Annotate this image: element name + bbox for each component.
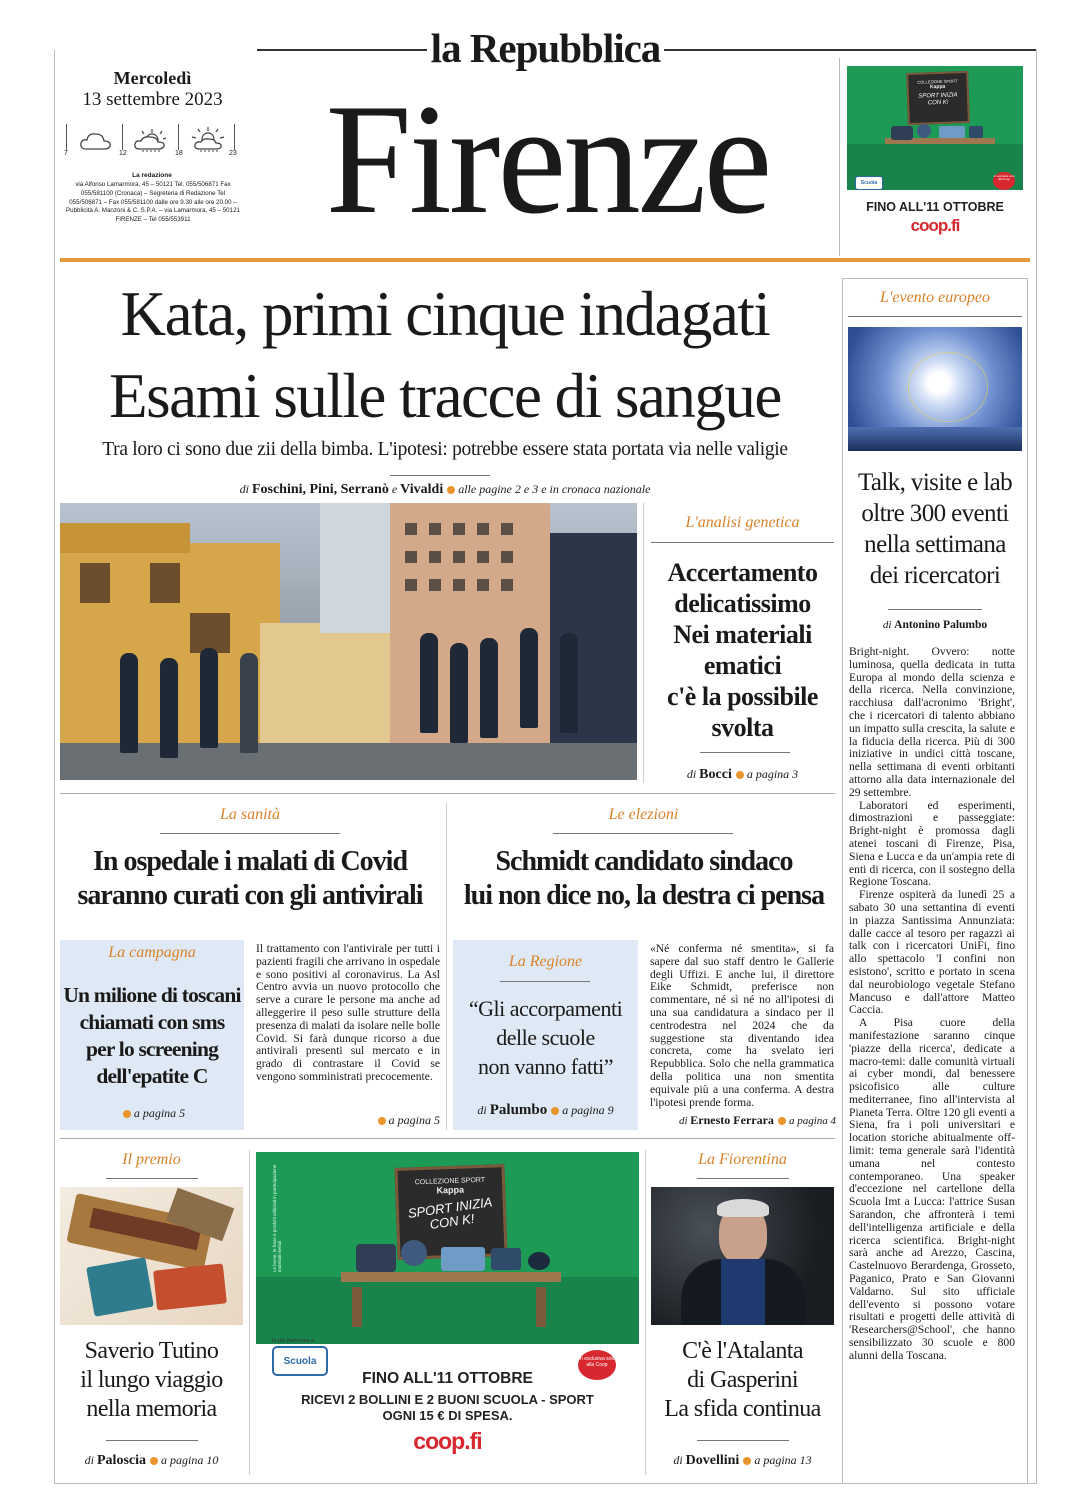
- cloud-icon: [78, 130, 114, 152]
- analisi-line: c'è la possibile: [667, 682, 818, 711]
- evento-paragraph: A Pisa cuore della manifestazione saranno cinque 'piazze della ricerca', dedicate a macro-temi: dalle comunità virtuali ai cyber mondi, dal benessere psicofisico alle culture mediterranee, fino all'intervista al Pianeta Terra. Oltre 120 gli eventi a Siena, fra i poli universitari e location storiche abitualmente off-limit: tema generale sarà l'identità umana nel contesto contemporaneo. Una speaker d'eccezione nel cartellone della Scuola Imt a Lucca: l'attrice Susan Sarandon, che affronterà i temi dell'intelligenza artificiale e della ricerca scientifica. Bright-night sarà anche ad Arezzo, Cascina, Castelnuovo Berardenga, Grosseto, Paganico, Prato e San Giovanni Valdarno. Sul sito ufficiale dell'evento si possono votare risultati e progetti delle attività di 'Researchers@School', che hanno sensibilizzato 30 scuole e 800 alunni della Toscana.: [849, 1016, 1015, 1362]
- bottom-ad-brand: coop.fi: [413, 1428, 482, 1454]
- weather-strip: [62, 122, 246, 162]
- analisi-kicker: L'analisi genetica: [685, 514, 800, 531]
- mid-col-divider: [446, 803, 447, 1130]
- byline-di: di: [84, 1453, 94, 1467]
- bottom-ad-line2: OGNI 15 € DI SPESA.: [382, 1408, 513, 1423]
- elezioni-byline: [648, 1113, 836, 1128]
- campagna-line: Un milione di toscani: [63, 983, 241, 1007]
- bottom-ad[interactable]: [256, 1152, 639, 1474]
- ad-board-line2: Kappa: [436, 1184, 465, 1196]
- campagna-ref: [60, 1106, 244, 1121]
- regione-byline: [453, 1102, 638, 1119]
- lead-photo-divider: [643, 503, 644, 783]
- elezioni-body: «Né conferma né smentita», si fa sapere dal suo staff dentro le Gallerie degli Uffizi. E anche lui, il direttore Eike Schmidt, preferisce non commentare, né sì né no all'ipotesi di una sua candidatura a sindaco per il centrodestra nel 2024 che da suggestione sta diventando idea concreta, come ha svelato ieri Repubblica. Solo che nella grammatica della politica una non smentita equivale più a una conferma. A destra l'ipotesi prende forma.: [650, 942, 834, 1109]
- byline-e: e: [391, 482, 398, 496]
- byline-di: di: [686, 767, 697, 781]
- byline-di: di: [477, 1103, 487, 1117]
- bottom-divider-right: [645, 1150, 646, 1475]
- evento-paragraph: Laboratori ed esperimenti, dimostrazioni e passeggiate: Bright-night è promossa dagli atenei toscani di Firenze, Pisa, Siena e Lucca e da un'ampia rete di enti di ricerca, con il sostegno della Regione Toscana.: [849, 798, 1015, 889]
- evento-byline: [848, 619, 1022, 631]
- brand-logo: la Repubblica: [430, 25, 661, 71]
- analisi-rule-2: [700, 752, 790, 753]
- byline-ref: a pagina 3: [746, 767, 799, 781]
- evento-paragraph: Firenze ospiterà da lunedì 25 a sabato 30 una settantina di eventi in piazza Santissima Annunziata: dalle cacce al tesoro per ragazzi ai talk con i ricercatori UniFi, fino allo spettacolo 'I confini non esistono', scritto e portato in scena dal neurobiologo vegetale Stefano Mancuso e dall'attore Matteo Caccia.: [849, 888, 1015, 1017]
- byline-authors: Foschini, Pini, Serranò: [251, 482, 389, 497]
- analisi-headline: [651, 557, 834, 743]
- city-title: Firenze: [325, 72, 770, 247]
- campagna-line: per lo screening: [85, 1037, 219, 1061]
- premio-rule: [106, 1178, 198, 1179]
- campagna-line: dell'epatite C: [96, 1064, 208, 1088]
- fiorentina-rule: [697, 1178, 789, 1179]
- ad-board-line3: SPORT INIZIA CON K!: [918, 92, 958, 107]
- regione-line: non vanno fatti”: [478, 1054, 613, 1079]
- byline-last: Vivaldi: [400, 482, 444, 497]
- regione-line: “Gli accorpamenti: [468, 996, 623, 1021]
- analisi-line: Nei materiali: [673, 620, 812, 649]
- ad-board-line1: COLLEZIONE SPORT: [414, 1176, 486, 1187]
- top-ad-cta: FINO ALL'11 OTTOBRE: [866, 200, 1004, 214]
- regione-kicker: La Regione: [508, 953, 583, 970]
- elezioni-kicker: Le elezioni: [608, 806, 679, 823]
- ad-board-line2: Kappa: [929, 83, 946, 91]
- evento-body: [849, 646, 1015, 1363]
- fiorentina-rule-2: [697, 1440, 789, 1441]
- elezioni-headline: [450, 845, 838, 913]
- regione-headline: [453, 994, 638, 1081]
- evento-photo: [848, 327, 1022, 451]
- fiorentina-photo: [651, 1187, 834, 1325]
- sanita-kicker: La sanità: [219, 806, 280, 823]
- fiorentina-kicker: La Fiorentina: [698, 1151, 787, 1168]
- campagna-kicker: La campagna: [108, 944, 196, 961]
- redazione-title: La redazione: [132, 172, 172, 179]
- evento-line: dei ricercatori: [869, 562, 1001, 589]
- premio-byline: [60, 1453, 243, 1469]
- redazione-text: via Alfonso Lamarmora, 45 – 50121 Tel. 055/506871 Fax 055/581100 (Cronaca) – Segreteria di Redazione Tel 055/506871 – Fax 055/581100 dalle ore 9.30 alle ore 20.00 – Pubblicità A. Manzoni & C. S.P.A. – via Lamarmora, 45 – 50121 FIRENZE – Tel 055/553911: [66, 181, 240, 224]
- evento-line: oltre 300 eventi: [861, 500, 1009, 527]
- byline-author: Bocci: [699, 767, 732, 782]
- temp-1: 7: [64, 150, 68, 157]
- partly-cloudy-icon: [188, 126, 228, 152]
- issue-date: 13 settembre 2023: [82, 89, 223, 110]
- lead-headline-1: Kata, primi cinque indagati: [120, 279, 770, 349]
- ad-board-line3: SPORT INIZIA CON K!: [406, 1194, 494, 1232]
- bottom-top-rule: [60, 1138, 835, 1139]
- evento-kicker: L'evento europeo: [880, 289, 990, 306]
- premio-headline: [58, 1337, 245, 1424]
- lead-headline-2: Esami sulle tracce di sangue: [109, 361, 781, 431]
- premio-rule-2: [106, 1440, 198, 1441]
- ad-badge-right: In esclusiva solo alla Coop: [993, 174, 1015, 182]
- masthead-rule-right: [664, 49, 1036, 51]
- byline-di: di: [678, 1115, 688, 1127]
- lead-rule: [390, 475, 490, 476]
- ad-badge-left: Scuola: [283, 1356, 317, 1367]
- bottom-divider-left: [249, 1150, 250, 1475]
- byline-di: di: [239, 482, 249, 496]
- evento-rule-2: [888, 609, 982, 610]
- byline-ref: a pagina 10: [161, 1453, 219, 1467]
- byline-ref: a pagina 4: [788, 1115, 836, 1127]
- premio-photo: [60, 1187, 243, 1325]
- regione-line: delle scuole: [496, 1025, 595, 1050]
- fiorentina-byline: [651, 1453, 834, 1469]
- analisi-line: ematici: [703, 651, 782, 680]
- fiorentina-line: di Gasperini: [687, 1367, 798, 1393]
- lead-photo: [60, 503, 637, 780]
- lead-subhead: Tra loro ci sono due zii della bimba. L'ipotesi: potrebbe essere stata portata via nelle valigie: [102, 439, 788, 460]
- byline-ref: a pagina 5: [388, 1113, 440, 1127]
- premio-line: il lungo viaggio: [80, 1367, 223, 1393]
- sanita-headline: [56, 845, 444, 913]
- regione-rule: [500, 981, 590, 982]
- frame-right: [1036, 50, 1037, 1484]
- issue-day: Mercoledì: [113, 68, 192, 88]
- premio-line: Saverio Tutino: [84, 1338, 219, 1364]
- temp-2: 12: [119, 150, 127, 157]
- temp-4: 23: [229, 150, 237, 157]
- byline-ref: alle pagine 2 e 3 e in cronaca nazionale: [458, 482, 651, 496]
- byline-ref: a pagina 9: [562, 1103, 614, 1117]
- masthead-divider: [839, 58, 840, 256]
- ad-badge-top: In più partecipa a: [272, 1338, 315, 1344]
- masthead-rule-left: [257, 49, 427, 51]
- ad-badge-right: In esclusiva solo alla Coop: [578, 1356, 616, 1368]
- lead-byline: [60, 482, 830, 498]
- ad-board-line1: COLLEZIONE SPORT: [917, 78, 958, 85]
- sanita-rule: [160, 833, 340, 834]
- fiorentina-headline: [649, 1337, 836, 1424]
- byline-di: di: [673, 1453, 683, 1467]
- bottom-ad-line1: RICEVI 2 BOLLINI E 2 BUONI SCUOLA - SPORT: [301, 1392, 594, 1407]
- byline-author: Palumbo: [489, 1102, 548, 1118]
- sanita-ref: [256, 1113, 440, 1128]
- bottom-ad-cta: FINO ALL'11 OTTOBRE: [362, 1370, 533, 1387]
- byline-ref: a pagina 5: [133, 1106, 186, 1120]
- campagna-headline: [58, 982, 246, 1090]
- analisi-rule: [651, 542, 834, 543]
- analisi-line: Accertamento: [667, 558, 818, 587]
- analisi-line: svolta: [711, 713, 774, 742]
- byline-author: Ernesto Ferrara: [690, 1113, 774, 1127]
- analisi-byline: [651, 767, 834, 783]
- byline-author: Antonino Palumbo: [894, 619, 988, 631]
- elezioni-line: lui non dice no, la destra ci pensa: [463, 880, 825, 911]
- sanita-line: saranno curati con gli antivirali: [77, 880, 423, 911]
- byline-author: Paloscia: [97, 1453, 146, 1468]
- ad-side-note: Le borse, le frase e prodotti utilizzati in partecipazione materiali rivelati: [272, 1164, 282, 1272]
- top-ad[interactable]: [847, 66, 1023, 246]
- premio-kicker: Il premio: [122, 1151, 181, 1168]
- cloud-icon: [132, 126, 172, 152]
- elezioni-rule: [553, 833, 733, 834]
- evento-line: Talk, visite e lab: [857, 469, 1013, 496]
- evento-rule: [848, 316, 1022, 317]
- fiorentina-line: La sfida continua: [664, 1396, 821, 1422]
- fiorentina-line: C'è l'Atalanta: [682, 1338, 803, 1364]
- evento-line: nella settimana: [864, 531, 1006, 558]
- temp-3: 18: [175, 150, 183, 157]
- premio-line: nella memoria: [86, 1396, 217, 1422]
- evento-headline: [846, 467, 1024, 591]
- masthead-orange-rule: [60, 258, 1030, 262]
- top-ad-brand: coop.fi: [910, 216, 960, 235]
- ad-badge-left: Scuola: [860, 180, 878, 186]
- mid-top-rule: [60, 793, 835, 794]
- sanita-line: In ospedale i malati di Covid: [92, 846, 408, 877]
- byline-di: di: [882, 619, 892, 631]
- sanita-body: Il trattamento con l'antivirale per tutti i pazienti fragili che arrivano in ospedale e sono positivi al coronavirus. La Asl Centro avvia un nuovo protocollo che serve a curare le persone ma anche ad alleggerire il peso sulle strutture della presenza di malati da isolare nelle bolle Covid. Si farà dunque ricorso a due antivirali presenti sul mercato e in grado di contrastare il Covid se vengono somministrati precocemente.: [256, 942, 440, 1083]
- campagna-line: chiamati con sms: [79, 1010, 225, 1034]
- analisi-line: delicatissimo: [674, 589, 811, 618]
- evento-paragraph: Bright-night. Ovvero: notte luminosa, quella dedicata in tutta Europa al mondo della scienza e della ricerca. Nella convinzione, racchiusa dall'acronimo 'Bright', che i ricercatori di talento abbiano un impatto sulla crescita, la salute e la fiducia della ricerca. Più di 300 iniziative in undici città toscane, nella settimana di eventi orbitanti attorno alla data internazionale del 29 settembre.: [849, 645, 1015, 799]
- elezioni-line: Schmidt candidato sindaco: [495, 846, 793, 877]
- frame-left: [54, 50, 55, 1484]
- byline-author: Dovellini: [685, 1453, 740, 1468]
- byline-ref: a pagina 13: [754, 1453, 812, 1467]
